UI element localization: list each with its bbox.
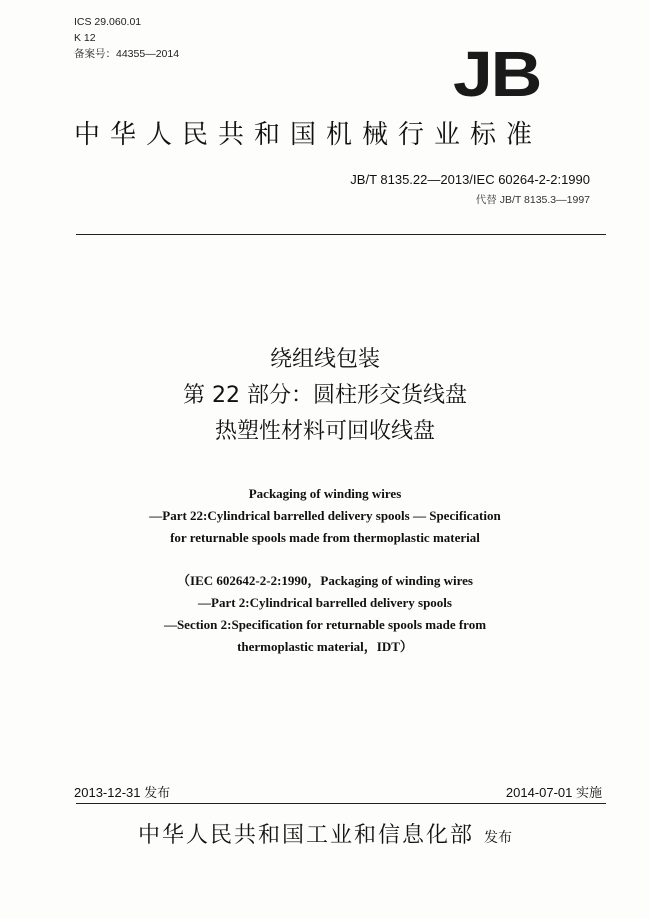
chinese-title-line: 第 22 部分：圆柱形交货线盘	[183, 383, 467, 408]
chinese-title-line: 热塑性材料可回收线盘	[214, 419, 435, 444]
english-title-line: for returnable spools made from thermoplastic material	[170, 530, 480, 545]
classification-block	[74, 14, 179, 62]
iec-equivalence-title	[0, 570, 650, 658]
chinese-title	[0, 342, 650, 450]
iec-title-line: —Part 2:Cylindrical barrelled delivery spools	[198, 595, 452, 610]
iec-title-line: —Section 2:Specification for returnable spools made from	[163, 617, 487, 632]
chinese-title-line: 绕组线包装	[269, 347, 380, 372]
issue-date: 2013-12-31 发布	[74, 785, 171, 800]
bottom-divider	[76, 803, 606, 804]
k-code: K 12	[74, 32, 96, 44]
replaces-standard: 代替 JB/T 8135.3—1997	[475, 194, 590, 206]
publisher-name: 中华人民共和国工业和信息化部	[137, 823, 474, 848]
publisher-line	[0, 818, 650, 849]
filing-number: 备案号：44355—2014	[74, 48, 180, 60]
english-title	[0, 483, 650, 549]
effective-date: 2014-07-01 实施	[505, 785, 602, 800]
ics-code: ICS 29.060.01	[74, 16, 142, 28]
jb-logo: JB	[453, 38, 541, 110]
top-divider	[76, 234, 606, 235]
publisher-suffix: 发布	[484, 830, 512, 846]
iec-title-line: thermoplastic material，IDT）	[237, 639, 413, 654]
english-title-line: Packaging of winding wires	[248, 486, 402, 501]
iec-title-line: （IEC 602642-2-2:1990，Packaging of winding wires	[177, 573, 473, 588]
standard-number: JB/T 8135.22—2013/IEC 60264-2-2:1990	[350, 172, 590, 187]
industry-standard-heading: 中华人民共和国机械行业标准	[74, 120, 543, 150]
english-title-line: —Part 22:Cylindrical barrelled delivery spools — Specification	[149, 508, 501, 523]
